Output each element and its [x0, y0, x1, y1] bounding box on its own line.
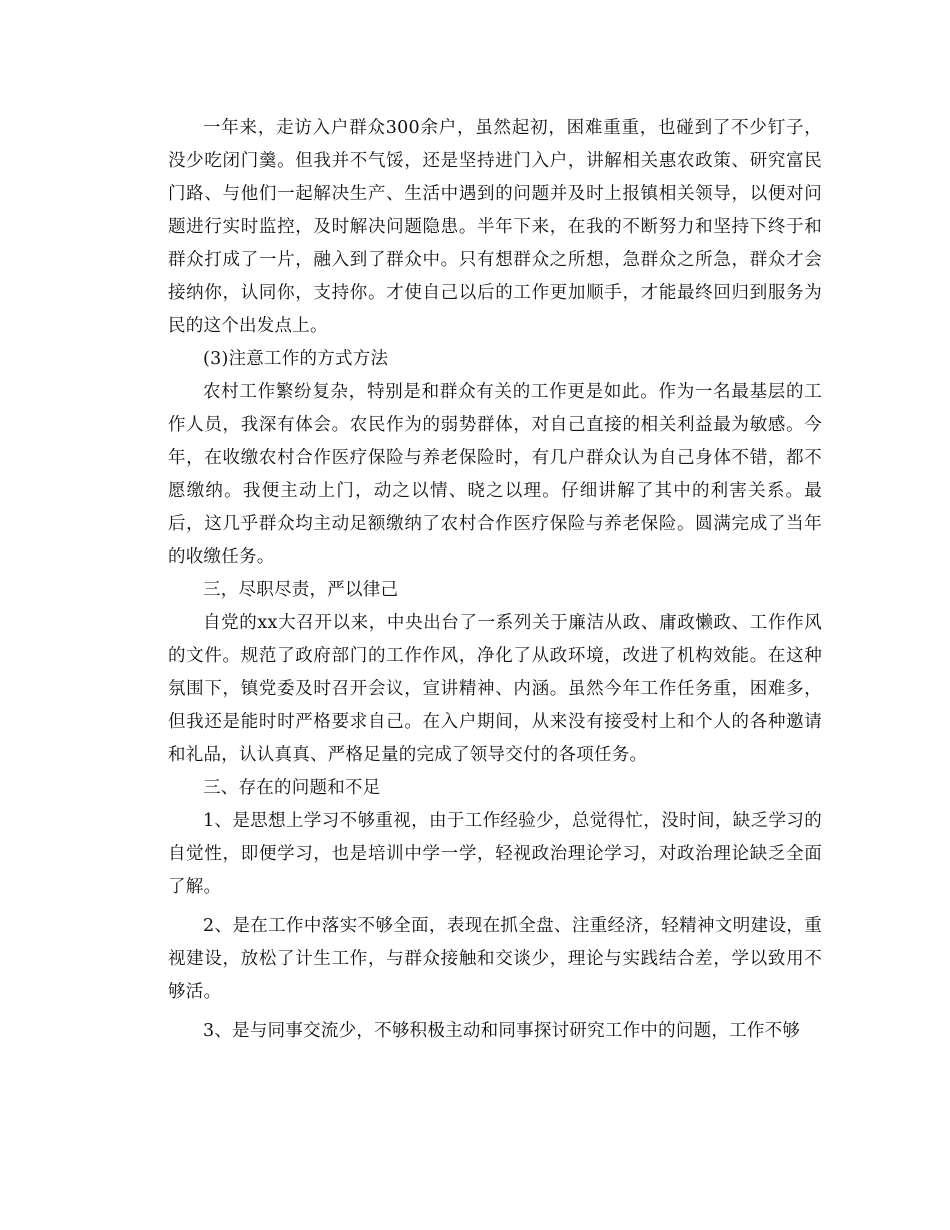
paragraph-rural-work: 农村工作繁纷复杂，特别是和群众有关的工作更是如此。作为一名最基层的工作人员，我深有体会。农民作为的弱势群体，对自己直接的相关利益最为敏感。今年，在收缴农村合作医疗保险与养老保险时，有几户群众认为自己身体不错，都不愿缴纳。我便主动上门，动之以情、晓之以理。仔细讲解了其中的利害关系。最后，这几乎群众均主动足额缴纳了农村合作医疗保险与养老保险。圆满完成了当年的收缴任务。	[168, 382, 822, 567]
paragraph-problem-2: 2、是在工作中落实不够全面，表现在抓全盘、注重经济，轻精神文明建设，重视建设，放松了计生工作，与群众接触和交谈少，理论与实践结合差，学以致用不够活。	[168, 916, 822, 1002]
heading-work-methods: (3)注意工作的方式方法	[203, 349, 389, 369]
heading-self-discipline: 三，尽职尽责，严以律己	[203, 580, 399, 600]
heading-problems: 三、存在的问题和不足	[203, 778, 381, 798]
paragraph-visits: 一年来，走访入户群众300余户，虽然起初，困难重重，也碰到了不少钉子，没少吃闭门羹。但我并不气馁，还是坚持进门入户，讲解相关惠农政策、研究富民门路、与他们一起解决生产、生活中遇到的问题并及时上报镇相关领导，以便对问题进行实时监控，及时解决问题隐患。半年下来，在我的不断努力和坚持下终于和群众打成了一片，融入到了群众中。只有想群众之所想，急群众之所急，群众才会接纳你，认同你，支持你。才使自己以后的工作更加顺手，才能最终回归到服务为民的这个出发点上。	[168, 118, 822, 336]
paragraph-problem-1: 1、是思想上学习不够重视，由于工作经验少，总觉得忙，没时间，缺乏学习的自觉性，即便学习，也是培训中学一学，轻视政治理论学习，对政治理论缺乏全面了解。	[168, 811, 822, 897]
paragraph-problem-3: 3、是与同事交流少，不够积极主动和同事探讨研究工作中的问题，工作不够	[203, 1021, 801, 1041]
paragraph-party-congress: 自党的xx大召开以来，中央出台了一系列关于廉洁从政、庸政懒政、工作作风的文件。规范了政府部门的工作作风，净化了从政环境，改进了机构效能。在这种氛围下，镇党委及时召开会议，宣讲精神、内涵。虽然今年工作任务重，困难多，但我还是能时时严格要求自己。在入户期间，从来没有接受村上和个人的各种邀请和礼品，认认真真、严格足量的完成了领导交付的各项任务。	[168, 613, 822, 765]
